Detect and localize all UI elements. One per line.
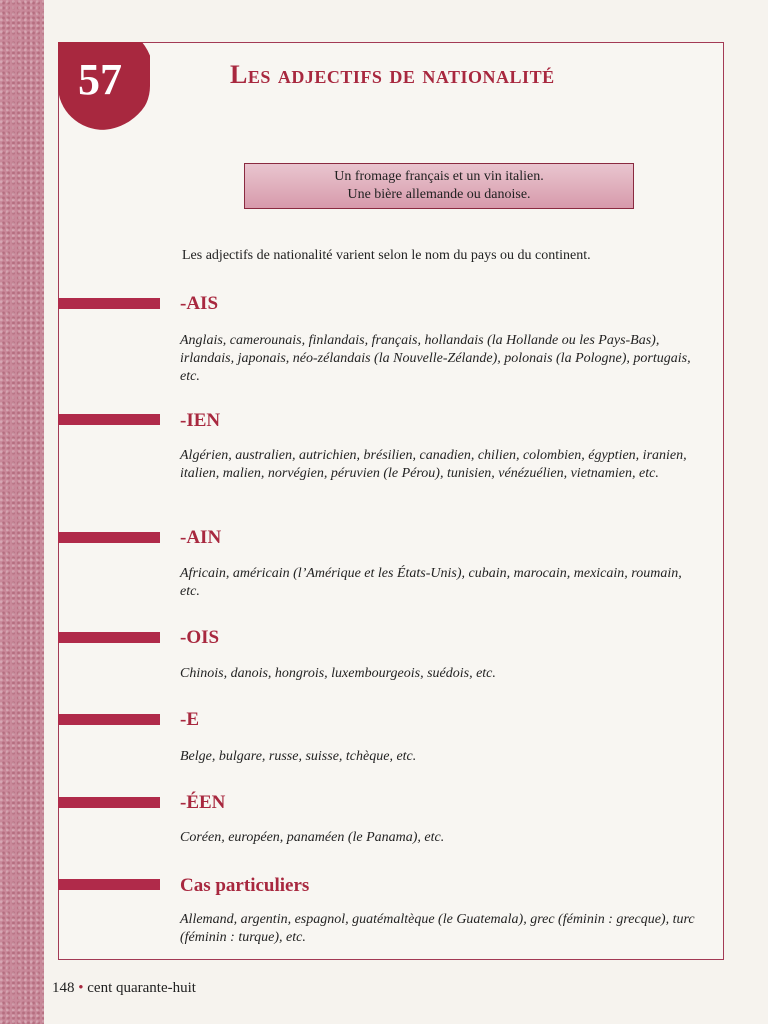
chapter-number: 57 xyxy=(78,55,122,104)
section-bar xyxy=(58,532,160,543)
section-bar xyxy=(58,714,160,725)
example-box xyxy=(244,163,634,209)
chapter-title: Les adjectifs de nationalité xyxy=(230,60,555,89)
page-edge-decoration xyxy=(0,0,44,1024)
section-heading-e: -E xyxy=(180,709,199,730)
section-bar xyxy=(58,797,160,808)
section-heading-ois: -OIS xyxy=(180,627,220,648)
section-bar xyxy=(58,414,160,425)
bullet-icon: • xyxy=(78,980,84,996)
section-bar xyxy=(58,879,160,890)
section-bar xyxy=(58,298,160,309)
section-text-een: Coréen, européen, panaméen (le Panama), etc. xyxy=(180,830,445,845)
section-bar xyxy=(58,632,160,643)
section-text-ien: Algérien, australien, autrichien, brésilien, canadien, chilien, colombien, égyptien, iranien, italien, malien, norvégien, péruvien (le Pérou), tunisien, vénézuélien, vietnamien, etc. xyxy=(180,448,687,481)
page-number: 148 xyxy=(52,980,75,996)
section-heading-ain: -AIN xyxy=(180,527,222,548)
example-line-2: Une bière allemande ou danoise. xyxy=(347,187,531,202)
section-heading-ien: -IEN xyxy=(180,410,221,431)
section-text-e: Belge, bulgare, russe, suisse, tchèque, etc. xyxy=(180,749,417,764)
section-text-ois: Chinois, danois, hongrois, luxembourgeois, suédois, etc. xyxy=(180,666,496,681)
section-text-ain: Africain, américain (l’Amérique et les États-Unis), cubain, marocain, mexicain, roumain, etc. xyxy=(180,566,682,599)
page-footer xyxy=(52,980,196,997)
section-heading-een: -ÉEN xyxy=(180,792,226,813)
intro-text: Les adjectifs de nationalité varient selon le nom du pays ou du continent. xyxy=(182,248,591,263)
section-text-special: Allemand, argentin, espagnol, guatémaltèque (le Guatemala), grec (féminin : grecque), turc (féminin : turque), etc. xyxy=(180,912,695,945)
section-heading-ais: -AIS xyxy=(180,293,219,314)
page-number-words: cent quarante-huit xyxy=(87,980,196,996)
section-text-ais: Anglais, camerounais, finlandais, français, hollandais (la Hollande ou les Pays-Bas), irlandais, japonais, néo-zélandais (la Nouvelle-Zélande), polonais (la Pologne), portugais, etc. xyxy=(180,333,691,384)
section-heading-special: Cas particuliers xyxy=(180,875,310,896)
example-line-1: Un fromage français et un vin italien. xyxy=(334,169,544,184)
